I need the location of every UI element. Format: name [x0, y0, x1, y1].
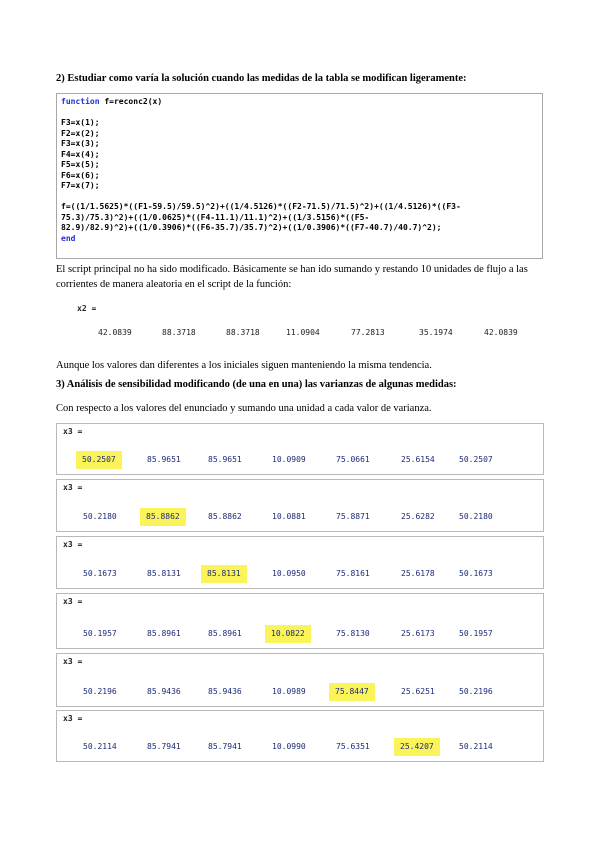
output-value: 50.2180	[459, 512, 493, 521]
output-value: 25.6282	[401, 512, 435, 521]
code-text: f=((1/1.5625)*((F1-59.5)/59.5)^2)+((1/4.5126)*((F2-71.5)/71.5)^2)+((1/4.5126)*((F3-	[61, 202, 461, 211]
highlighted-value: 75.8447	[329, 683, 375, 701]
output-value: 25.6173	[401, 629, 435, 638]
output-x2-values	[0, 328, 599, 342]
code-line	[61, 192, 542, 203]
output-value: 10.0950	[272, 569, 306, 578]
paragraph-trend-note: Aunque los valores dan diferentes a los iniciales siguen manteniendo la misma tendencia.	[56, 360, 432, 371]
output-value: 85.7941	[208, 742, 242, 751]
output-panel	[56, 536, 544, 589]
code-text: F3=x(3);	[61, 139, 100, 148]
code-line	[61, 139, 542, 150]
section-3-heading: 3) Análisis de sensibilidad modificando (de una en una) las varianzas de algunas medidas:	[56, 379, 457, 390]
output-value: 75.6351	[336, 742, 370, 751]
output-value: 85.8961	[208, 629, 242, 638]
output-value: 10.0990	[272, 742, 306, 751]
output-panel-values	[57, 454, 543, 468]
output-value: 85.9651	[147, 455, 181, 464]
output-value: 10.0881	[272, 512, 306, 521]
code-line	[61, 202, 542, 213]
output-value: 85.9651	[208, 455, 242, 464]
output-panel	[56, 479, 544, 532]
output-value: 10.0989	[272, 687, 306, 696]
output-value: 85.7941	[147, 742, 181, 751]
code-line	[61, 150, 542, 161]
code-text: F5=x(5);	[61, 160, 100, 169]
output-panel-values	[57, 686, 543, 700]
output-value: 75.8871	[336, 512, 370, 521]
output-value: 50.1673	[83, 569, 117, 578]
code-line	[61, 108, 542, 119]
output-panel-label: x3 =	[63, 540, 83, 549]
output-panel	[56, 710, 544, 762]
output-value: 50.1957	[459, 629, 493, 638]
output-x2-value: 88.3718	[226, 328, 260, 337]
output-value: 75.0661	[336, 455, 370, 464]
output-value: 50.2114	[83, 742, 117, 751]
highlighted-value: 85.8131	[201, 565, 247, 583]
code-line	[61, 160, 542, 171]
output-value: 75.8161	[336, 569, 370, 578]
output-value: 85.8961	[147, 629, 181, 638]
code-line	[61, 171, 542, 182]
code-line	[61, 118, 542, 129]
output-panel-label: x3 =	[63, 657, 83, 666]
code-line	[61, 97, 542, 108]
section-2-heading: 2) Estudiar como varía la solución cuando las medidas de la tabla se modifican ligeramente:	[56, 73, 467, 84]
code-text: 82.9)/82.9)^2)+((1/0.3906)*((F6-35.7)/35.7)^2)+((1/0.3906)*((F7-40.7)/40.7)^2);	[61, 223, 442, 232]
output-value: 50.2180	[83, 512, 117, 521]
code-listing	[56, 93, 543, 259]
output-panel-values	[57, 628, 543, 642]
output-value: 50.1957	[83, 629, 117, 638]
output-value: 50.1673	[459, 569, 493, 578]
code-keyword: end	[61, 233, 76, 243]
output-value: 25.6178	[401, 569, 435, 578]
code-text: f=reconc2(x)	[99, 97, 163, 106]
output-panel	[56, 653, 544, 707]
output-value: 75.8130	[336, 629, 370, 638]
output-value: 50.2507	[459, 455, 493, 464]
output-value: 10.0909	[272, 455, 306, 464]
output-panel-label: x3 =	[63, 597, 83, 606]
output-panel	[56, 423, 544, 475]
output-x2-value: 35.1974	[419, 328, 453, 337]
output-x2-value: 88.3718	[162, 328, 196, 337]
highlighted-value: 50.2507	[76, 451, 122, 469]
code-keyword: function	[61, 97, 100, 106]
paragraph-script-description: El script principal no ha sido modificado. Básicamente se han ido sumando y restando 10 unidades de flujo a las corrientes de manera aleatoria en el script de la función:	[56, 264, 528, 290]
output-x2-value: 77.2813	[351, 328, 385, 337]
code-text: F6=x(6);	[61, 170, 100, 180]
output-value: 50.2196	[459, 687, 493, 696]
output-value: 25.6251	[401, 687, 435, 696]
highlighted-value: 10.0822	[265, 625, 311, 643]
output-value: 85.8862	[208, 512, 242, 521]
output-panel-values	[57, 511, 543, 525]
code-line	[61, 213, 542, 224]
code-text: 75.3)/75.3)^2)+((1/0.0625)*((F4-11.1)/11.1)^2)+((1/3.5156)*((F5-	[61, 212, 370, 222]
output-panel-label: x3 =	[63, 427, 83, 436]
code-text: F3=x(1);	[61, 118, 100, 127]
output-panel	[56, 593, 544, 649]
code-text: F4=x(4);	[61, 149, 100, 159]
output-value: 50.2196	[83, 687, 117, 696]
highlighted-value: 85.8862	[140, 508, 186, 526]
output-x2-value: 42.0839	[98, 328, 132, 337]
code-line	[61, 234, 542, 245]
output-panel-values	[57, 741, 543, 755]
code-text: F7=x(7);	[61, 181, 100, 190]
output-value: 85.9436	[208, 687, 242, 696]
output-value: 85.9436	[147, 687, 181, 696]
output-value: 25.6154	[401, 455, 435, 464]
highlighted-value: 25.4207	[394, 738, 440, 756]
output-panel-label: x3 =	[63, 714, 83, 723]
output-x2-value: 11.0904	[286, 328, 320, 337]
code-line	[61, 181, 542, 192]
code-line	[61, 129, 542, 140]
output-x2-value: 42.0839	[484, 328, 518, 337]
output-x2-label: x2 =	[77, 304, 97, 313]
output-panel-label: x3 =	[63, 483, 83, 492]
output-panel-values	[57, 568, 543, 582]
output-value: 50.2114	[459, 742, 493, 751]
paragraph-variance-note: Con respecto a los valores del enunciado y sumando una unidad a cada valor de varianza.	[56, 403, 432, 414]
output-value: 85.8131	[147, 569, 181, 578]
code-line	[61, 223, 542, 234]
code-text: F2=x(2);	[61, 128, 100, 138]
